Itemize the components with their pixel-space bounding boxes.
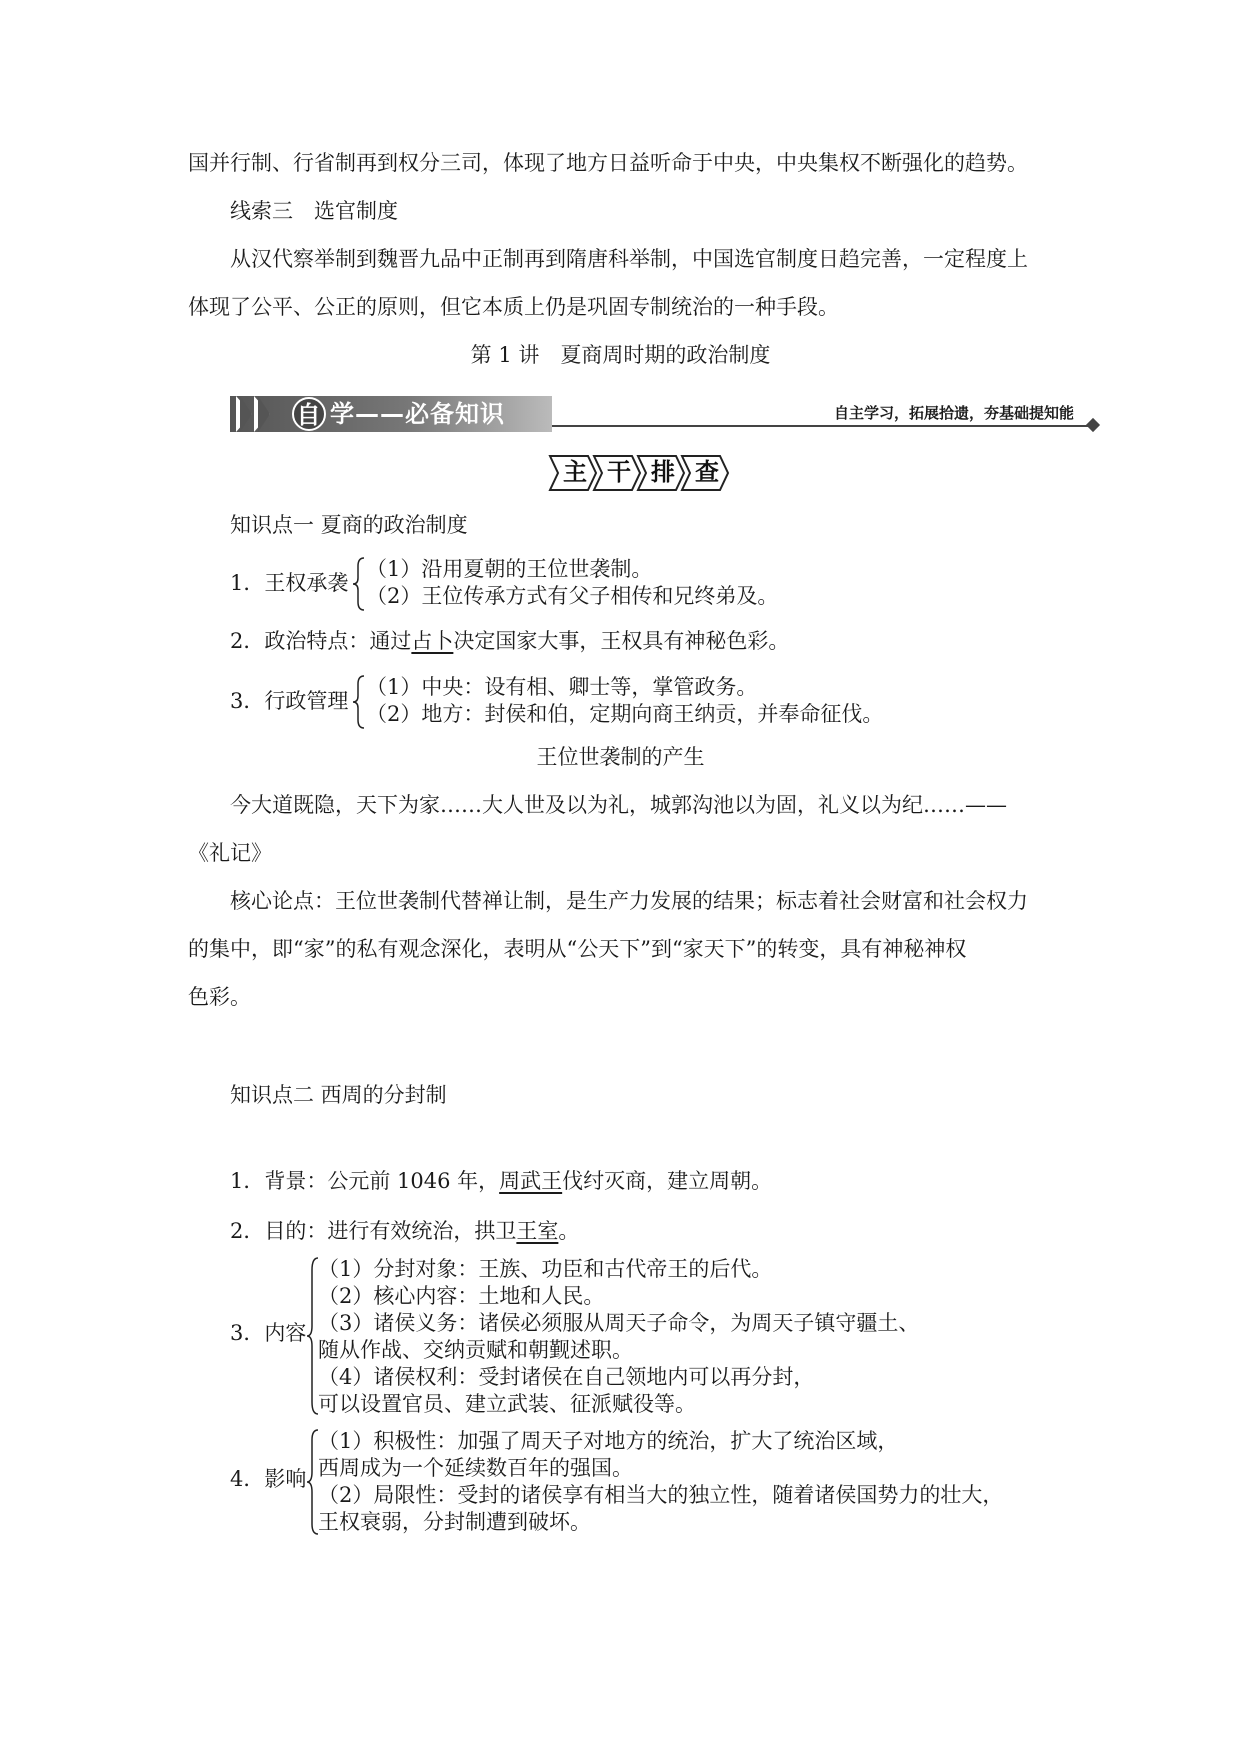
kp1-item2-suffix: 决定国家大事，王权具有神秘色彩。 [453,629,790,653]
clue3-text-line2: 体现了公平、公正的原则，但它本质上仍是巩固专制统治的一种手段。 [188,295,839,319]
tag-char: 查 [695,458,719,486]
kp2-heading: 知识点二 西周的分封制 [230,1083,447,1107]
clue3-heading: 线索三 选官制度 [230,199,398,223]
material-core-line1: 核心论点：王位世袭制代替禅让制，是生产力发展的结果；标志着社会财富和社会权力 [230,889,1028,913]
banner-title [292,396,505,432]
kp1-item1-label: 1．王权承袭 [230,571,349,595]
kp2-item4-line: 王权衰弱，分封制遭到破坏。 [318,1510,591,1534]
kp2-item3-line: （1）分封对象：王族、功臣和古代帝王的后代。 [318,1257,773,1281]
tag-char: 主 [563,458,587,486]
kp1-item2-underlined: 占卜 [411,629,454,653]
tag-char: 干 [607,458,631,486]
kp2-item4-line: （1）积极性：加强了周天子对地方的统治，扩大了统治区域， [318,1429,899,1453]
kp2-item2-suffix: 。 [558,1219,580,1243]
material-core-line3: 色彩。 [188,985,251,1009]
material-quote-line1: 今大道既隐，天下为家……大人世及以为礼，城郭沟池以为固，礼义以为纪……—— [230,793,1007,817]
kp2-item2-prefix: 2．目的：进行有效统治，拱卫 [230,1219,517,1243]
intro-line: 国并行制、行省制再到权分三司，体现了地方日益听命于中央，中央集权不断强化的趋势。 [188,151,1028,175]
kp1-item3-label: 3．行政管理 [230,689,349,713]
banner-chevron-icon [240,396,252,432]
material-title: 王位世袭制的产生 [536,745,705,769]
material-quote-line2: 《礼记》 [188,841,272,865]
kp2-item3-line: 可以设置官员、建立武装、征派赋役等。 [318,1392,696,1416]
kp2-item4-line: 西周成为一个延续数百年的强国。 [318,1456,633,1480]
banner-circle-char: 自 [292,397,326,431]
kp2-item3-line: （4）诸侯权利：受封诸侯在自己领地内可以再分封， [318,1365,815,1389]
kp2-item3-line: 随从作战、交纳贡赋和朝觐述职。 [318,1338,633,1362]
diamond-icon [1086,418,1100,432]
brace-icon [352,674,366,730]
kp2-item4-line: （2）局限性：受封的诸侯享有相当大的独立性，随着诸侯国势力的壮大， [318,1483,1004,1507]
banner-title-text: 学——必备知识 [330,400,505,428]
kp2-item3-label: 3．内容 [230,1321,307,1345]
kp2-item1 [230,1166,772,1196]
kp1-item2 [230,626,789,656]
kp1-item3-line: （2）地方：封侯和伯，定期向商王纳贡，并奉命征伐。 [366,702,884,726]
kp1-item2-prefix: 2．政治特点：通过 [230,629,412,653]
kp2-item3-line: （2）核心内容：土地和人民。 [318,1284,605,1308]
section-banner [230,392,1100,436]
kp2-item4-label: 4．影响 [230,1467,307,1491]
kp1-item1-line: （1）沿用夏朝的王位世袭制。 [366,557,653,581]
clue3-text-line1: 从汉代察举制到魏晋九品中正制再到隋唐科举制，中国选官制度日趋完善，一定程度上 [230,247,1028,271]
kp1-heading: 知识点一 夏商的政治制度 [230,513,468,537]
kp2-item3-line: （3）诸侯义务：诸侯必须服从周天子命令，为周天子镇守疆土、 [318,1311,920,1335]
kp2-item2 [230,1216,579,1246]
kp1-item1-line: （2）王位传承方式有父子相传和兄终弟及。 [366,584,779,608]
banner-chevron-icon [258,396,270,432]
kp2-item1-underlined: 周武王 [499,1169,563,1193]
kp2-item2-underlined: 王室 [516,1219,559,1243]
brace-icon [352,556,366,612]
material-core-line2: 的集中，即“家”的私有观念深化，表明从“公天下”到“家天下”的转变，具有神秘神权 [188,937,967,961]
kp2-item1-prefix: 1．背景：公元前 1046 年， [230,1169,500,1193]
kp2-item1-suffix: 伐纣灭商，建立周朝。 [562,1169,773,1193]
tag-char: 排 [651,458,675,486]
kp1-item3-line: （1）中央：设有相、卿士等，掌管政务。 [366,675,758,699]
banner-slogan: 自主学习，拓展拾遗，夯基础提知能 [833,404,1074,422]
lecture-title: 第 1 讲 夏商周时期的政治制度 [470,343,771,367]
banner-rule [552,425,1088,427]
